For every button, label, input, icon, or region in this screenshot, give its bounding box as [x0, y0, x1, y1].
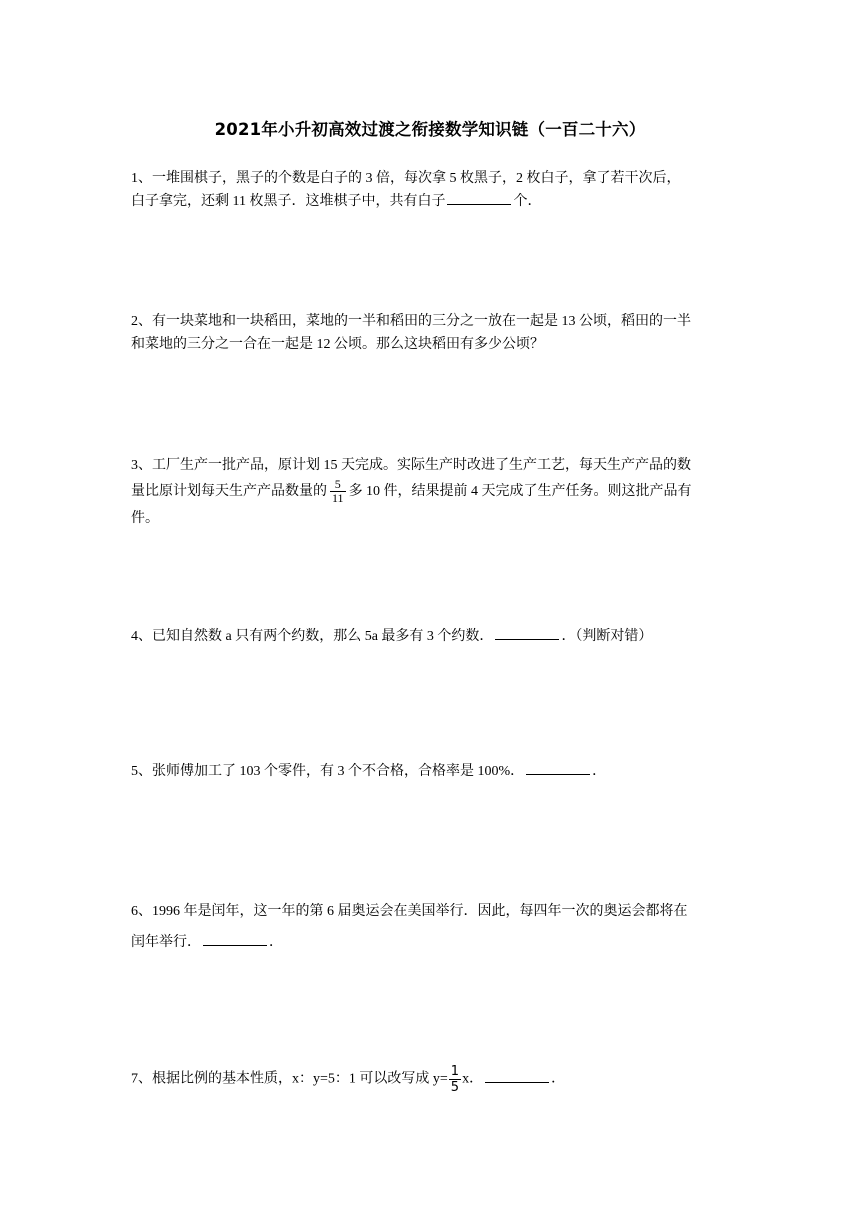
question-6-line-2	[131, 927, 731, 958]
question-1	[131, 167, 731, 213]
question-4-text: 4、已知自然数 a 只有两个约数，那么 5a 最多有 3 个约数．	[131, 629, 494, 644]
question-7-suffix: ．	[551, 1071, 566, 1087]
question-1-line-2	[131, 190, 731, 213]
question-6-suffix: ．	[269, 935, 283, 950]
page-title: 2021年小升初高效过渡之衔接数学知识链（一百二十六）	[214, 120, 646, 139]
fraction-numerator: 5	[330, 478, 346, 492]
question-6-line-1: 6、1996 年是闰年，这一年的第 6 届奥运会在美国举行．因此，每四年一次的奥运会都将在	[131, 904, 688, 919]
question-4-suffix: ．（判断对错）	[561, 629, 653, 644]
question-6	[131, 896, 731, 958]
answer-blank-7	[485, 1070, 549, 1083]
question-3-text: 量比原计划每天生产产品数量的	[131, 484, 327, 499]
question-5	[131, 760, 731, 783]
question-7-text: 7、根据比例的基本性质，x：y=5：1 可以改写成 y=	[131, 1071, 448, 1087]
question-5-suffix: ．	[592, 764, 607, 779]
question-2-line-1: 2、有一块菜地和一块稻田，菜地的一半和稻田的三分之一放在一起是 13 公顷，稻田的一半	[131, 314, 691, 329]
fraction-numerator: 1	[450, 1064, 460, 1079]
question-1-line-1: 1、一堆围棋子，黑子的个数是白子的 3 倍，每次拿 5 枚黑子，2 枚白子，拿了若干次后，	[131, 171, 681, 186]
answer-blank-5	[526, 762, 590, 775]
question-3	[131, 454, 731, 530]
question-4	[131, 625, 731, 648]
question-2-line-2: 和菜地的三分之一合在一起是 12 公顷。那么这块稻田有多少公顷？	[131, 337, 544, 352]
question-7-text-continued: x．	[462, 1071, 484, 1087]
fraction-denominator: 5	[450, 1080, 460, 1095]
question-3-line-3: 件。	[131, 511, 159, 526]
question-1-suffix: 个．	[513, 194, 542, 209]
question-2	[131, 310, 731, 356]
fraction-1-5	[449, 1064, 461, 1095]
question-3-text-continued: 多 10 件，结果提前 4 天完成了生产任务。则这批产品有	[348, 484, 692, 499]
question-3-line-2	[131, 477, 731, 507]
answer-blank-1	[447, 192, 511, 205]
question-7	[131, 1064, 731, 1095]
question-6-text: 闰年举行．	[131, 935, 201, 950]
question-3-line-1: 3、工厂生产一批产品，原计划 15 天完成。实际生产时改进了生产工艺，每天生产产品的数	[131, 458, 691, 473]
fraction-denominator: 11	[332, 491, 344, 506]
answer-blank-6	[203, 933, 267, 946]
question-5-text: 5、张师傅加工了 103 个零件，有 3 个不合格，合格率是 100%．	[131, 764, 525, 779]
question-1-text: 白子拿完，还剩 11 枚黑子．这堆棋子中，共有白子	[131, 194, 446, 209]
fraction-5-11	[330, 478, 346, 505]
answer-blank-4	[495, 627, 559, 640]
